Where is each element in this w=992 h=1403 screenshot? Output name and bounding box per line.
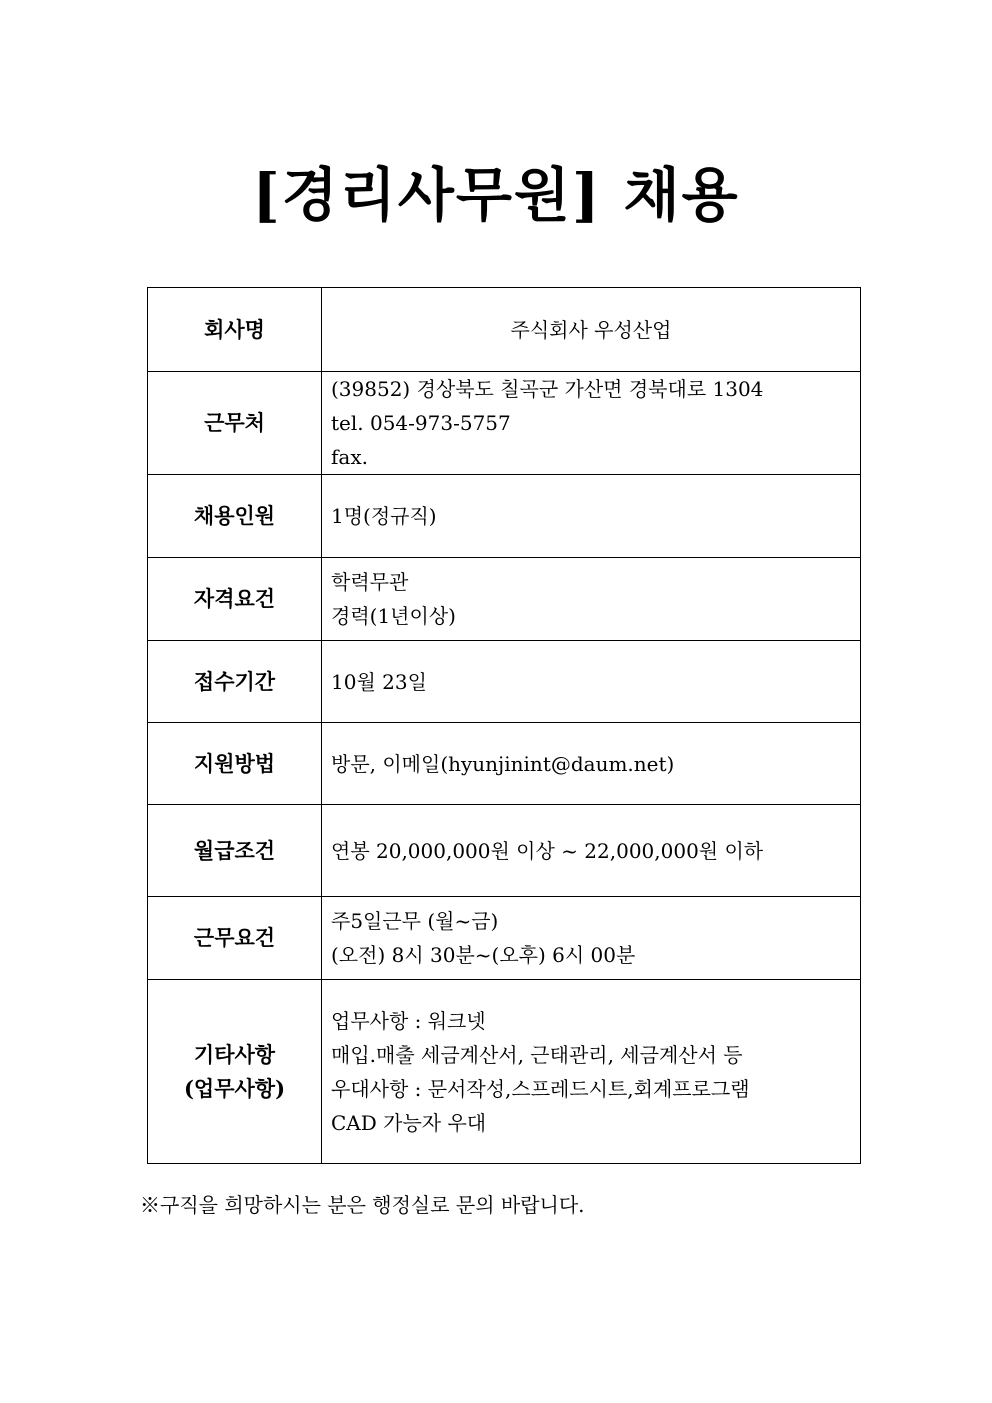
workplace-address: (39852) 경상북도 칠곡군 가산면 경북대로 1304 bbox=[331, 377, 764, 401]
qualification-experience: 경력(1년이상) bbox=[331, 604, 456, 628]
table-row-company bbox=[148, 288, 861, 372]
table-row-application-method bbox=[148, 723, 861, 805]
row-value-company bbox=[322, 288, 861, 372]
row-value-other bbox=[322, 980, 861, 1164]
table-row-workplace bbox=[148, 372, 861, 475]
row-label-application-method: 지원방법 bbox=[148, 723, 322, 805]
application-method-value: 방문, 이메일(hyunjinint@daum.net) bbox=[331, 751, 675, 776]
preferred-cad: CAD 가능자 우대 bbox=[331, 1110, 487, 1135]
row-label-application-period: 접수기간 bbox=[148, 641, 322, 723]
table-row-application-period bbox=[148, 641, 861, 723]
table-row-salary bbox=[148, 805, 861, 897]
row-value-workplace bbox=[322, 372, 861, 475]
duties-worknet: 업무사항 : 워크넷 bbox=[331, 1008, 486, 1033]
qualification-education: 학력무관 bbox=[331, 570, 409, 594]
footer-note: ※구직을 희망하시는 분은 행정실로 문의 바랍니다. bbox=[140, 1193, 585, 1217]
row-value-working-conditions bbox=[322, 897, 861, 980]
salary-value: 연봉 20,000,000원 이상 ~ 22,000,000원 이하 bbox=[331, 838, 764, 863]
other-label-line-1: 기타사항 bbox=[193, 1041, 276, 1067]
row-value-qualifications bbox=[322, 558, 861, 641]
row-label-company: 회사명 bbox=[148, 288, 322, 372]
row-value-salary bbox=[322, 805, 861, 897]
row-label-headcount: 채용인원 bbox=[148, 475, 322, 558]
other-label-line-2: (업무사항) bbox=[183, 1075, 286, 1101]
company-name: 주식회사 우성산업 bbox=[510, 317, 672, 342]
headcount-value: 1명(정규직) bbox=[331, 504, 437, 528]
row-label-other bbox=[148, 980, 322, 1164]
duties-accounting: 매입.매출 세금계산서, 근태관리, 세금계산서 등 bbox=[331, 1042, 743, 1067]
working-hours: (오전) 8시 30분~(오후) 6시 00분 bbox=[331, 943, 636, 967]
table-row-other bbox=[148, 980, 861, 1164]
workplace-tel: tel. 054-973-5757 bbox=[331, 411, 511, 435]
page-title: [경리사무원] 채용 bbox=[252, 161, 740, 229]
workplace-fax: fax. bbox=[331, 445, 368, 469]
preferred-skills: 우대사항 : 문서작성,스프레드시트,회계프로그램 bbox=[331, 1076, 750, 1101]
row-value-headcount bbox=[322, 475, 861, 558]
table-row-working-conditions bbox=[148, 897, 861, 980]
row-label-working-conditions: 근무요건 bbox=[148, 897, 322, 980]
table-row-headcount bbox=[148, 475, 861, 558]
row-label-salary: 월급조건 bbox=[148, 805, 322, 897]
row-value-application-method bbox=[322, 723, 861, 805]
row-label-qualifications: 자격요건 bbox=[148, 558, 322, 641]
row-label-workplace: 근무처 bbox=[148, 372, 322, 475]
table-row-qualifications bbox=[148, 558, 861, 641]
application-period-value: 10월 23일 bbox=[331, 669, 427, 694]
job-posting-table bbox=[147, 287, 861, 1164]
working-days: 주5일근무 (월~금) bbox=[331, 909, 499, 933]
row-value-application-period bbox=[322, 641, 861, 723]
